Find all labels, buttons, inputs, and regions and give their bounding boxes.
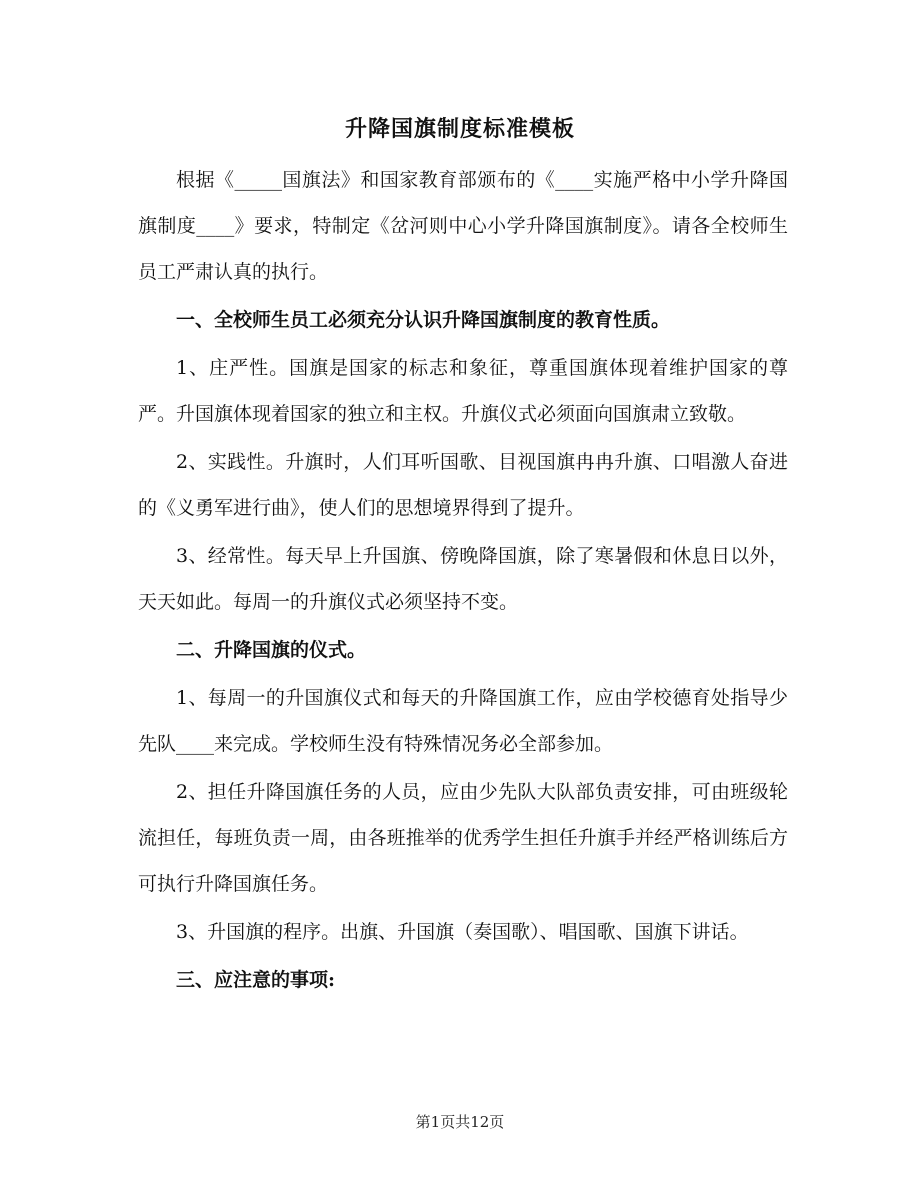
paragraph-personnel: 2、担任升降国旗任务的人员，应由少先队大队部负责安排，可由班级轮流担任，每班负责一周，由各班推举的优秀学生担任升旗手并经严格训练后方可执行升降国旗任务。 <box>138 781 788 895</box>
page-title: 升降国旗制度标准模板 <box>344 116 575 142</box>
paragraph-ceremony: 1、每周一的升国旗仪式和每天的升降国旗工作，应由学校德育处指导少先队____来完成。学校师生没有特殊情况务必全部参加。 <box>138 687 788 755</box>
section-heading-2: 二、升降国旗的仪式。 <box>176 639 367 661</box>
document-body <box>138 157 788 1003</box>
intro-paragraph: 根据《_____国旗法》和国家教育部颁布的《____实施严格中小学升降国旗制度____》要求，特制定《岔河则中心小学升降国旗制度》。请各全校师生员工严肃认真的执行。 <box>138 169 788 283</box>
paragraph-solemnity: 1、庄严性。国旗是国家的标志和象征，尊重国旗体现着维护国家的尊严。升国旗体现着国家的独立和主权。升旗仪式必须面向国旗肃立致敬。 <box>138 357 788 425</box>
section-heading-1: 一、全校师生员工必须充分认识升降国旗制度的教育性质。 <box>176 309 671 331</box>
paragraph-procedure: 3、升国旗的程序。出旗、升国旗（奏国歌）、唱国歌、国旗下讲话。 <box>176 921 749 943</box>
paragraph-practice: 2、实践性。升旗时，人们耳听国歌、目视国旗冉冉升旗、口唱激人奋进的《义勇军进行曲》，使人们的思想境界得到了提升。 <box>138 451 788 519</box>
section-heading-3: 三、应注意的事项: <box>176 969 336 991</box>
page-indicator: 第1页共12页 <box>415 1113 505 1131</box>
paragraph-regularity: 3、经常性。每天早上升国旗、傍晚降国旗，除了寒暑假和休息日以外，天天如此。每周一的升旗仪式必须坚持不变。 <box>138 545 788 613</box>
